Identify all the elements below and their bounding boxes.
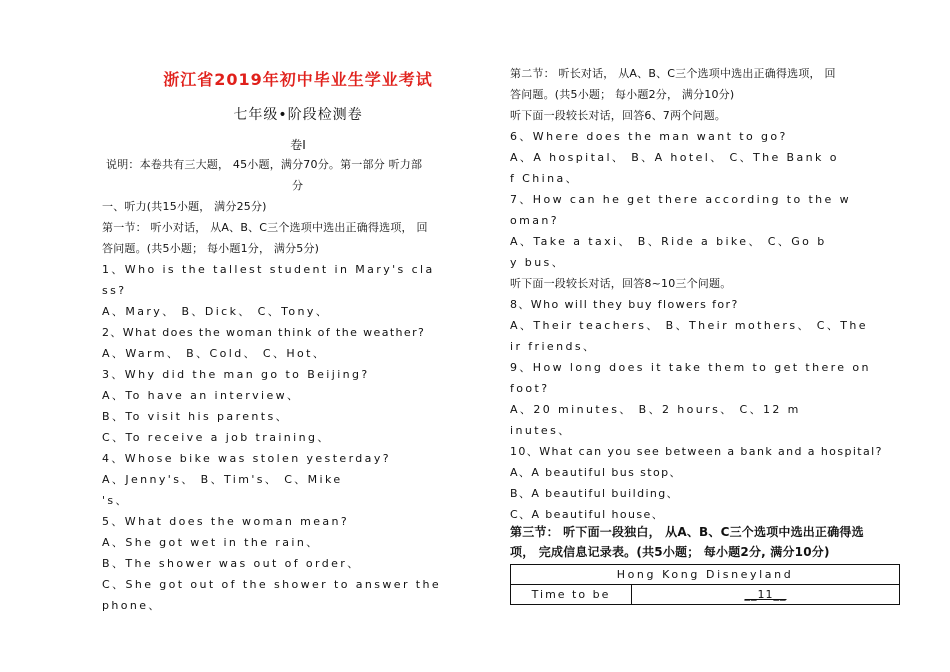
table-row-label: Time to be xyxy=(511,585,632,605)
option-line: phone、 xyxy=(102,599,162,612)
volume-label: 卷Ⅰ xyxy=(290,138,306,152)
section-intro: 答问题。(共5小题； 每小题2分， 满分10分) xyxy=(510,88,735,101)
question-line: 9、How long does it take them to get there on xyxy=(510,361,871,374)
question-line: 8、Who will they buy flowers for? xyxy=(510,298,739,311)
table-header-cell: Hong Kong Disneyland xyxy=(511,565,900,585)
table-header-row xyxy=(511,565,900,585)
option-line: y bus、 xyxy=(510,256,566,269)
info-record-table xyxy=(510,564,900,605)
exam-title: 浙江省2019年初中毕业生学业考试 xyxy=(163,70,433,89)
option-line: A、Their teachers、 B、Their mothers、 C、The xyxy=(510,319,868,332)
option-line: B、The shower was out of order、 xyxy=(102,557,361,570)
option-line: A、Mary、 B、Dick、 C、Tony、 xyxy=(102,305,330,318)
question-line: 10、What can you see between a bank and a hospital? xyxy=(510,445,883,458)
question-line: oman? xyxy=(510,214,559,227)
question-line: 4、Whose bike was stolen yesterday? xyxy=(102,452,391,465)
section-heading: 第二节： 听长对话， 从A、B、C三个选项中选出正确得选项， 回 xyxy=(510,67,836,80)
table-row xyxy=(511,585,900,605)
section-intro: 第一节： 听小对话， 从A、B、C三个选项中选出正确得选项， 回 xyxy=(102,221,428,234)
option-line: f China、 xyxy=(510,172,579,185)
instructions-line: 分 xyxy=(292,179,304,192)
option-line: A、20 minutes、 B、2 hours、 C、12 m xyxy=(510,403,801,416)
option-line: A、To have an interview、 xyxy=(102,389,301,402)
instruction-line: 听下面一段较长对话，回答6、7两个问题。 xyxy=(510,109,726,122)
instruction-line: 听下面一段较长对话，回答8~10三个问题。 xyxy=(510,277,732,290)
question-line: 6、Where does the man want to go? xyxy=(510,130,788,143)
option-line: B、To visit his parents、 xyxy=(102,410,290,423)
option-line: A、A beautiful bus stop、 xyxy=(510,466,682,479)
section-intro: 答问题。(共5小题； 每小题1分， 满分5分) xyxy=(102,242,320,255)
section-intro: 项， 完成信息记录表。(共5小题； 每小题2分, 满分10分) xyxy=(510,545,830,559)
option-line: A、Take a taxi、 B、Ride a bike、 C、Go b xyxy=(510,235,827,248)
section-heading: 一、听力(共15小题， 满分25分) xyxy=(102,200,267,213)
exam-subtitle: 七年级•阶段检测卷 xyxy=(233,107,363,123)
option-line: C、She got out of the shower to answer the xyxy=(102,578,442,591)
instructions-line: 说明：本卷共有三大题， 45小题，满分70分。第一部分 听力部 xyxy=(106,158,423,171)
option-line: B、A beautiful building、 xyxy=(510,487,680,500)
question-line: ss? xyxy=(102,284,127,297)
option-line: A、A hospital、 B、A hotel、 C、The Bank o xyxy=(510,151,839,164)
question-line: 5、What does the woman mean? xyxy=(102,515,350,528)
option-line: 's、 xyxy=(102,494,129,507)
option-line: inutes、 xyxy=(510,424,572,437)
question-line: foot? xyxy=(510,382,550,395)
question-line: 2、What does the woman think of the weather? xyxy=(102,326,426,339)
table-row-value-cell xyxy=(632,585,900,605)
option-line: ir friends、 xyxy=(510,340,597,353)
question-line: 1、Who is the tallest student in Mary's cla xyxy=(102,263,435,276)
option-line: A、Warm、 B、Cold、 C、Hot、 xyxy=(102,347,327,360)
option-line: A、Jenny's、 B、Tim's、 C、Mike xyxy=(102,473,343,486)
answer-number: 11 xyxy=(757,588,774,601)
question-line: 7、How can he get there according to the w xyxy=(510,193,852,206)
section-heading: 第三节： 听下面一段独白， 从A、B、C三个选项中选出正确得选 xyxy=(510,525,864,539)
answer-blank: __11__ xyxy=(744,588,787,601)
option-line: C、A beautiful house、 xyxy=(510,508,665,521)
question-line: 3、Why did the man go to Beijing? xyxy=(102,368,370,381)
option-line: A、She got wet in the rain、 xyxy=(102,536,320,549)
option-line: C、To receive a job training、 xyxy=(102,431,331,444)
